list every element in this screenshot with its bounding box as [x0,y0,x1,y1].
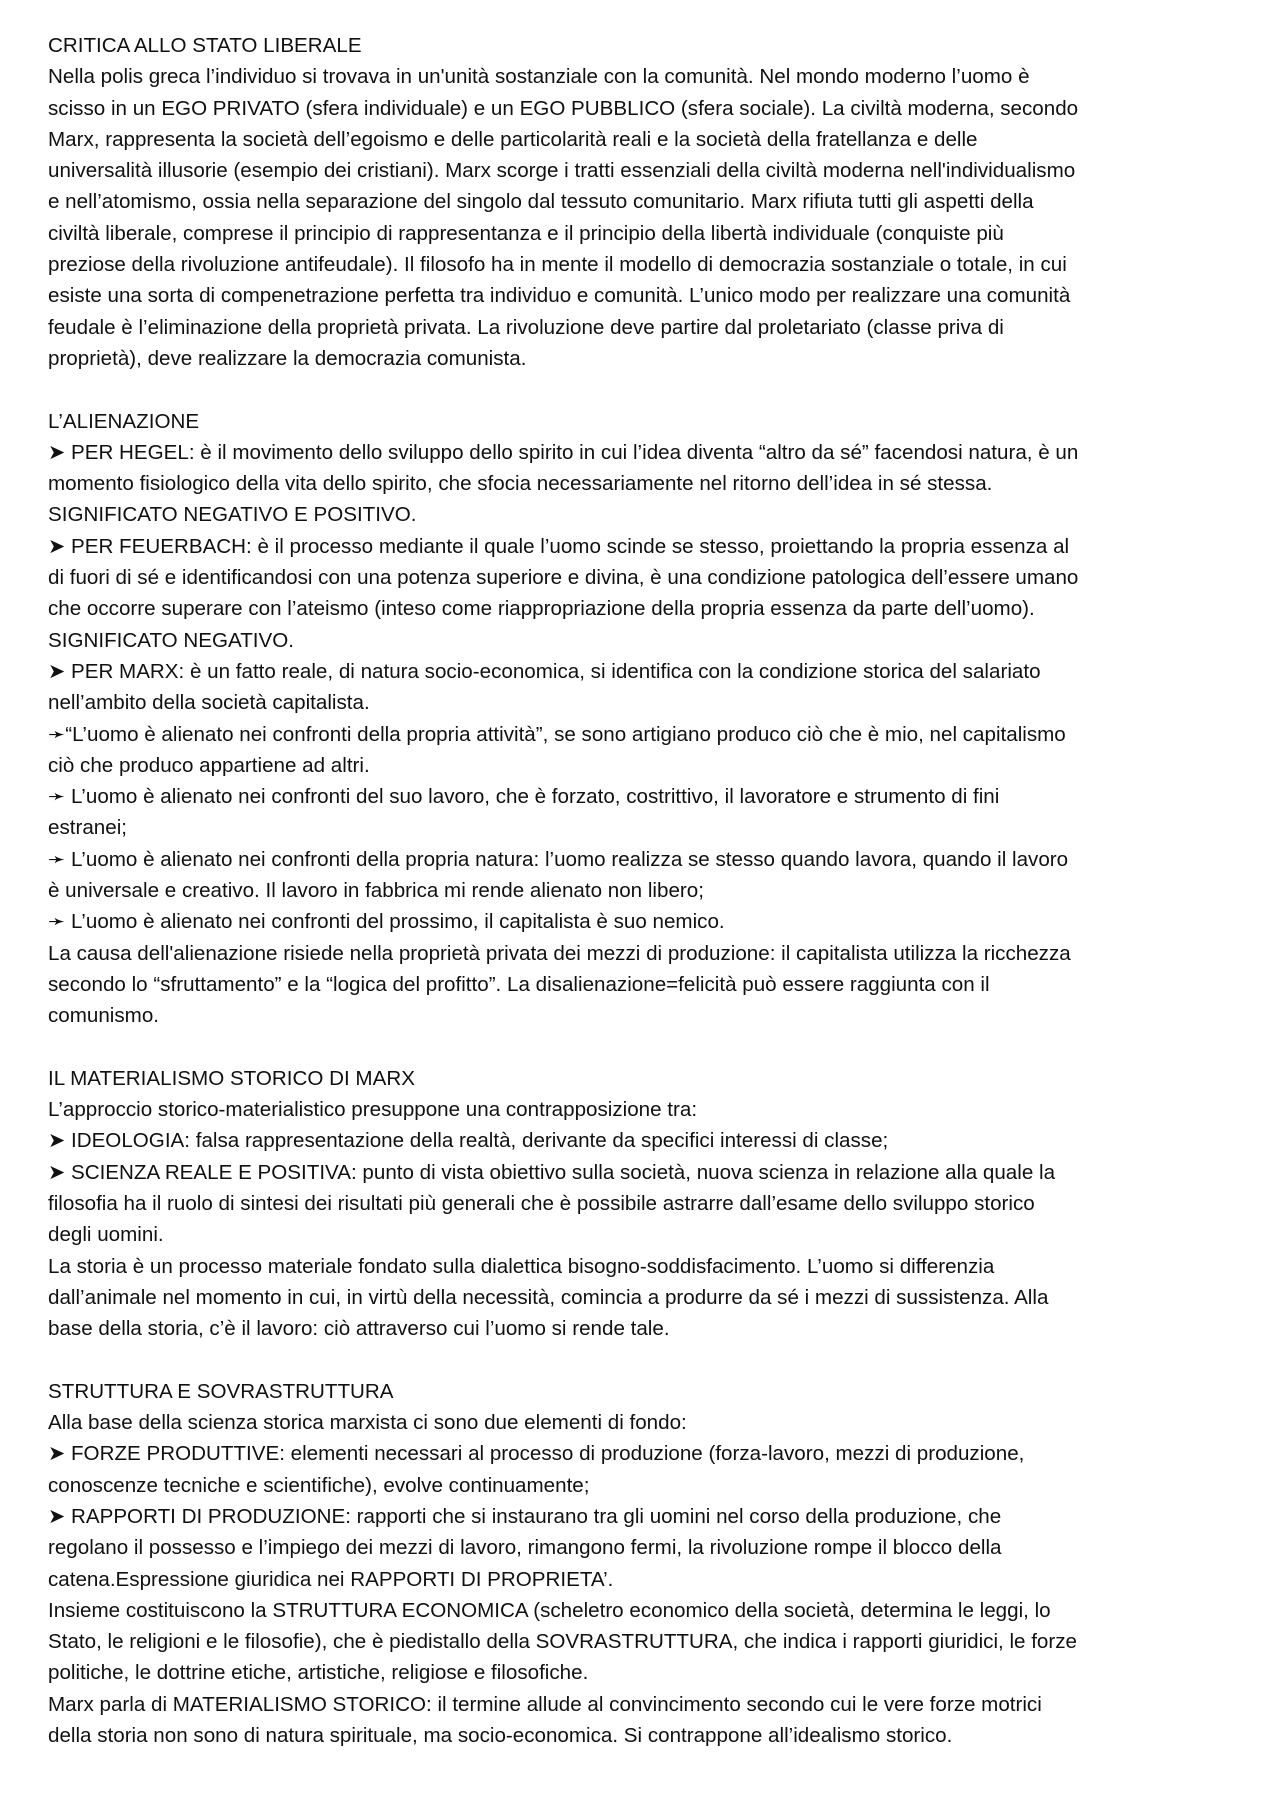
bullet-line: ➤ PER FEUERBACH: è il processo mediante il quale l’uomo scinde se stesso, proiettando la propria essenza al [48,534,1070,558]
text-line: estranei; [48,816,127,840]
text-line: della storia non sono di natura spirituale, ma socio-economica. Si contrappone all’idealismo storico. [48,1724,953,1748]
section-heading: STRUTTURA E SOVRASTRUTTURA [48,1379,394,1403]
text-line: è universale e creativo. Il lavoro in fabbrica mi rende alienato non libero; [48,879,704,903]
text-line: La storia è un processo materiale fondato sulla dialettica bisogno-soddisfacimento. L’uomo si differenzia [48,1254,995,1278]
section-alienazione [48,406,1248,1032]
text-line: dall’animale nel momento in cui, in virtù della necessità, comincia a produrre da sé i mezzi di sussistenza. Alla [48,1285,1049,1309]
bullet-line: ➛ L’uomo è alienato nei confronti della propria natura: l’uomo realizza se stesso quando lavora, quando il lavoro [48,847,1069,871]
text-line: ciò che produco appartiene ad altri. [48,753,370,777]
text-line: che occorre superare con l’ateismo (inteso come riappropriazione della propria essenza da parte dell’uomo). [48,597,1035,621]
bullet-line: ➛ L’uomo è alienato nei confronti del suo lavoro, che è forzato, costrittivo, il lavoratore e strumento di fini [48,785,1000,809]
text-line: Nella polis greca l’individuo si trovava in un'unità sostanziale con la comunità. Nel mondo moderno l’uomo è [48,65,1030,89]
bullet-line: ➤ PER MARX: è un fatto reale, di natura socio-economica, si identifica con la condizione storica del salariato [48,659,1041,683]
text-line: Stato, le religioni e le filosofie), che è piedistallo della SOVRASTRUTTURA, che indica i rapporti giuridici, le forze [48,1630,1077,1654]
text-line: base della storia, c’è il lavoro: ciò attraverso cui l’uomo si rende tale. [48,1317,670,1341]
text-line: preziose della rivoluzione antifeudale). Il filosofo ha in mente il modello di democrazia sostanziale o totale, in cui [48,253,1067,277]
text-line: regolano il possesso e l’impiego dei mezzi di lavoro, rimangono fermi, la rivoluzione rompe il blocco della [48,1536,1002,1560]
text-line: universalità illusorie (esempio dei cristiani). Marx scorge i tratti essenziali della civiltà moderna nell'individualismo [48,159,1076,183]
bullet-line: ➤ SCIENZA REALE E POSITIVA: punto di vista obiettivo sulla società, nuova scienza in relazione alla quale la [48,1160,1056,1184]
bullet-line: ➤ PER HEGEL: è il movimento dello sviluppo dello spirito in cui l’idea diventa “altro da sé” facendosi natura, è un [48,440,1079,464]
text-line: filosofia ha il ruolo di sintesi dei risultati più generali che è possibile astrarre dall’esame dello sviluppo storico [48,1191,1035,1215]
section-materialismo [48,1063,1248,1345]
text-line: politiche, le dottrine etiche, artistiche, religiose e filosofiche. [48,1661,589,1685]
text-line: Marx parla di MATERIALISMO STORICO: il termine allude al convincimento secondo cui le vere forze motrici [48,1692,1042,1716]
document-page [48,30,1248,1751]
bullet-line: ➛“L’uomo è alienato nei confronti della propria attività”, se sono artigiano produco ciò che è mio, nel capitalismo [48,722,1066,746]
text-line: L’approccio storico-materialistico presuppone una contrapposizione tra: [48,1098,698,1122]
text-line: nell’ambito della società capitalista. [48,691,370,715]
text-line: secondo lo “sfruttamento” e la “logica del profitto”. La disalienazione=felicità può essere raggiunta con il [48,972,990,996]
bullet-line: ➤ IDEOLOGIA: falsa rappresentazione della realtà, derivante da specifici interessi di classe; [48,1129,889,1153]
text-line: Alla base della scienza storica marxista ci sono due elementi di fondo: [48,1411,687,1435]
text-line: scisso in un EGO PRIVATO (sfera individuale) e un EGO PUBBLICO (sfera sociale). La civiltà moderna, secondo [48,96,1079,120]
text-line: SIGNIFICATO NEGATIVO. [48,628,295,652]
text-line: momento fisiologico della vita dello spirito, che sfocia necessariamente nel ritorno dell’idea in sé stessa. [48,472,993,496]
text-line: comunismo. [48,1004,160,1028]
bullet-line: ➤ FORZE PRODUTTIVE: elementi necessari al processo di produzione (forza-lavoro, mezzi di produzione, [48,1442,1025,1466]
text-line: degli uomini. [48,1223,164,1247]
section-heading: IL MATERIALISMO STORICO DI MARX [48,1066,415,1090]
text-line: proprietà), deve realizzare la democrazia comunista. [48,346,527,370]
text-line: civiltà liberale, comprese il principio di rappresentanza e il principio della libertà individuale (conquiste più [48,221,1004,245]
bullet-line: ➤ RAPPORTI DI PRODUZIONE: rapporti che si instaurano tra gli uomini nel corso della produzione, che [48,1504,1002,1528]
paragraph-spacer [48,1344,1248,1375]
text-line: catena.Espressione giuridica nei RAPPORTI DI PROPRIETA’. [48,1567,614,1591]
section-heading: CRITICA ALLO STATO LIBERALE [48,34,362,57]
text-line: La causa dell'alienazione risiede nella proprietà privata dei mezzi di produzione: il capitalista utilizza la ricchezza [48,941,1071,965]
text-line: Marx, rappresenta la società dell’egoismo e delle particolarità reali e la società della fratellanza e delle [48,127,978,151]
text-line: feudale è l’eliminazione della proprietà privata. La rivoluzione deve partire dal proletariato (classe priva di [48,315,1004,339]
text-line: esiste una sorta di compenetrazione perfetta tra individuo e comunità. L’unico modo per realizzare una comunità [48,284,1071,308]
section-heading: L’ALIENAZIONE [48,409,200,433]
bullet-line: ➛ L’uomo è alienato nei confronti del prossimo, il capitalista è suo nemico. [48,910,725,934]
paragraph-spacer [48,374,1248,405]
section-critica [48,30,1248,374]
text-line: conoscenze tecniche e scientifiche), evolve continuamente; [48,1473,590,1497]
section-struttura [48,1376,1248,1752]
text-line: Insieme costituiscono la STRUTTURA ECONOMICA (scheletro economico della società, determina le leggi, lo [48,1598,1051,1622]
text-line: SIGNIFICATO NEGATIVO E POSITIVO. [48,503,417,527]
text-line: di fuori di sé e identificandosi con una potenza superiore e divina, è una condizione patologica dell’essere umano [48,566,1079,590]
paragraph-spacer [48,1032,1248,1063]
text-line: e nell’atomismo, ossia nella separazione del singolo dal tessuto comunitario. Marx rifiuta tutti gli aspetti della [48,190,1034,214]
